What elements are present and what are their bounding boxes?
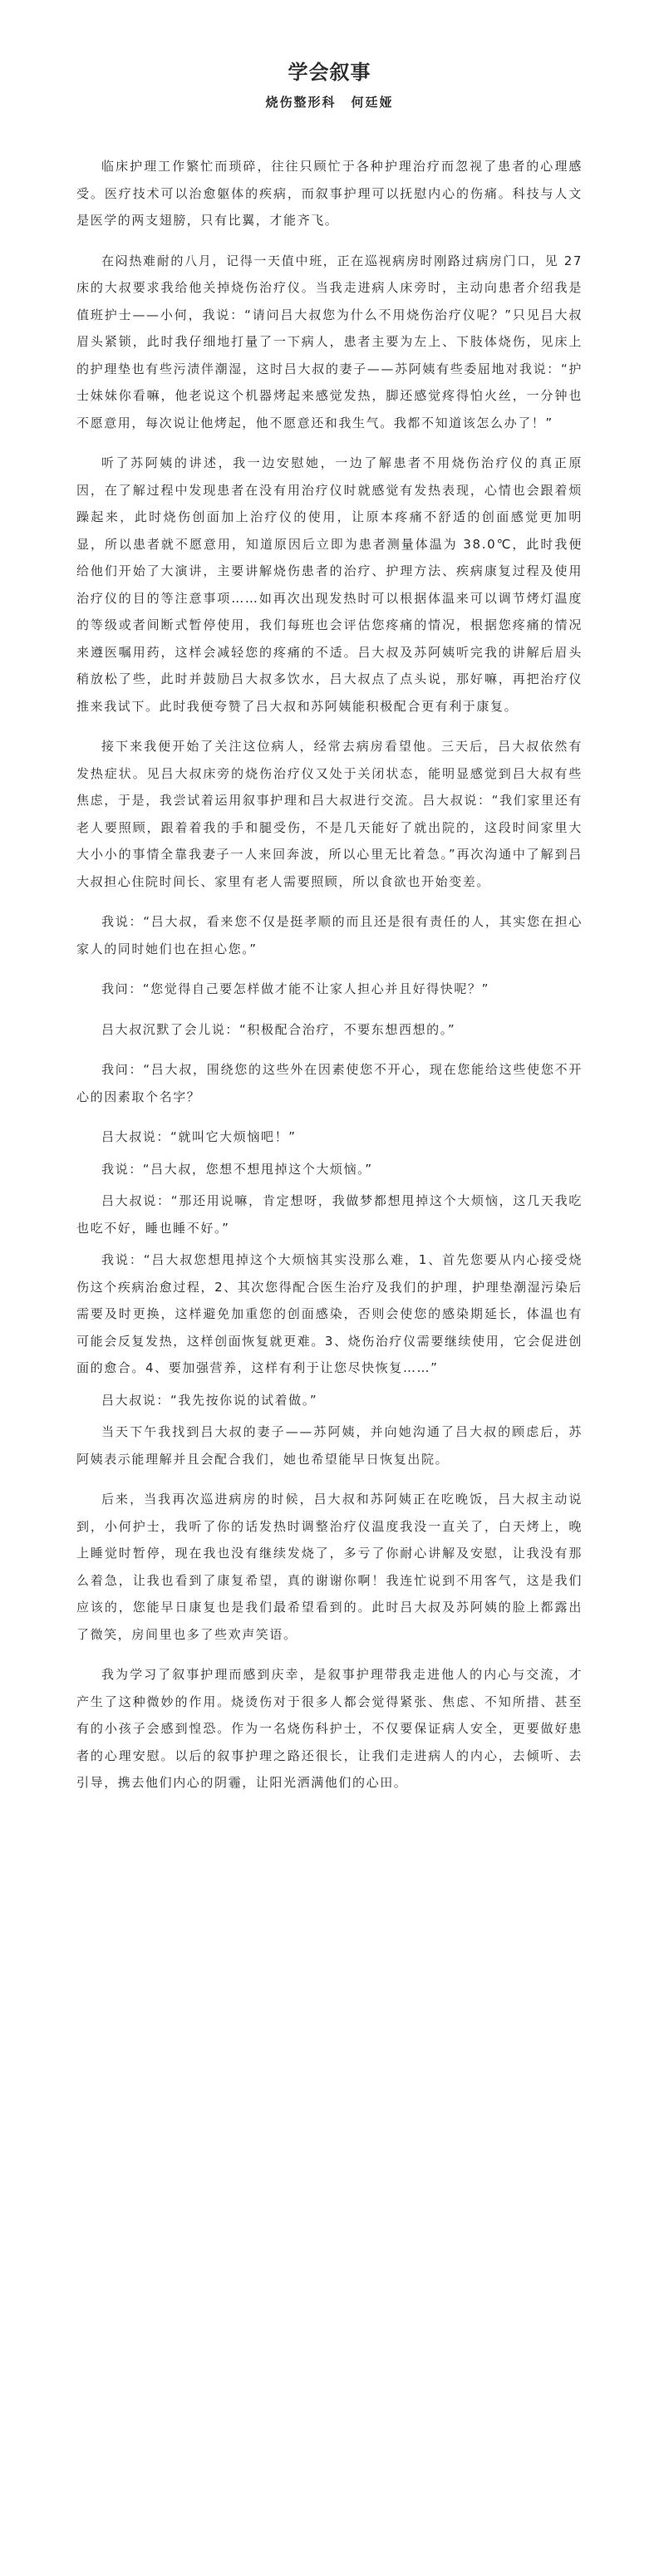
paragraph-family-talk: 当天下午我找到吕大叔的妻子——苏阿姨，并向她沟通了吕大叔的顾虑后，苏阿姨表示能理解并且会配合我们，她也希望能早日恢复出院。: [76, 1424, 583, 1467]
article-body: [76, 153, 583, 1797]
paragraph-story-start: 在闷热难耐的八月，记得一天值中班，正在巡视病房时刚路过病房门口，见 27 床的大叔要求我给他关掉烧伤治疗仪。当我走进病人床旁时，主动向患者介绍我是值班护士——小何，我说：“请问吕大叔您为什么不用烧伤治疗仪呢？”只见吕大叔眉头紧锁，此时我仔细地打量了一下病人，患者主要为左上、下肢体烧伤，见床上的护理垫也有些污渍伴潮湿，这时吕大叔的妻子——苏阿姨有些委屈地对我说：“护士妹妹你看嘛，他老说这个机器烤起来感觉发热，脚还感觉疼得怕火丝，一分钟也不愿意用，每次说让他烤起，他不愿意还和我生气。我都不知道该怎么办了！”: [76, 253, 583, 430]
dialogue-line: 我说：“吕大叔您想甩掉这个大烦恼其实没那么难，1、首先您要从内心接受烧伤这个疾病治愈过程，2、其次您得配合医生治疗及我们的护理，护理垫潮湿污染后需要及时更换，这样避免加重您的创面感染，否则会使您的感染期延长，体温也有可能会反复发热，这样创面恢复就更难。3、烧伤治疗仪需要继续使用，它会促进创面的愈合。4、要加强营养，这样有利于让您尽快恢复……”: [76, 1252, 583, 1375]
dialogue-line: 吕大叔沉默了会儿说：“积极配合治疗，不要东想西想的。”: [101, 1021, 456, 1037]
dialogue-line: 吕大叔说：“我先按你说的试着做。”: [101, 1392, 318, 1408]
paragraph-followup: 接下来我便开始了关注这位病人，经常去病房看望他。三天后，吕大叔依然有发热症状。见吕大叔床旁的烧伤治疗仪又处于关闭状态，能明显感觉到吕大叔有些焦虑，于是，我尝试着运用叙事护理和吕大叔进行交流。吕大叔说：“我们家里还有老人要照顾，跟着着我的手和腿受伤，不是几天能好了就出院的，这段时间家里大大小小的事情全靠我妻子一人来回奔波，所以心里无比着急。”再次沟通中了解到吕大叔担心住院时间长、家里有老人需要照顾，所以食欲也开始变差。: [76, 739, 583, 889]
article-title: 学会叙事: [288, 61, 371, 84]
dialogue-line: 我说：“吕大叔，您想不想甩掉这个大烦恼。”: [101, 1161, 373, 1177]
dialogue-line: 我说：“吕大叔，看来您不仅是挺孝顺的而且还是很有责任的人，其实您在担心家人的同时她们也在担心您。”: [76, 914, 583, 956]
author-department: 烧伤整形科: [265, 95, 337, 110]
paragraph-intro: 临床护理工作繁忙而琐碎，往往只顾忙于各种护理治疗而忽视了患者的心理感受。医疗技术可以治愈躯体的疾病，而叙事护理可以抚慰内心的伤痛。科技与人文是医学的两支翅膀，只有比翼，才能齐飞。: [76, 159, 583, 228]
dialogue-line: 吕大叔说：“那还用说嘛，肯定想呀，我做梦都想甩掉这个大烦恼，这几天我吃也吃不好，睡也睡不好。”: [76, 1193, 583, 1236]
author-name: 何廷娅: [351, 95, 394, 110]
article-byline: [76, 93, 583, 111]
paragraph-explanation: 听了苏阿姨的讲述，我一边安慰她，一边了解患者不用烧伤治疗仪的真正原因，在了解过程中发现患者在没有用治疗仪时就感觉有发热表现，心情也会跟着烦躁起来，此时烧伤创面加上治疗仪的使用，让原本疼痛不舒适的创面感觉更加明显，所以患者就不愿意用，知道原因后立即为患者测量体温为 38.0℃，此时我便给他们开始了大演讲，主要讲解烧伤患者的治疗、护理方法、疾病康复过程及使用治疗仪的目的等注意事项……如再次出现发热时可以根据体温来可以调节烤灯温度的等级或者间断式暂停使用，我们每班也会评估您疼痛的情况，根据您疼痛的情况来遵医嘱用药，这样会减轻您的疼痛的不适。吕大叔及苏阿姨听完我的讲解后眉头稍放松了些，此时并鼓励吕大叔多饮水，吕大叔点了点头说，那好嘛，再把治疗仪推来我试下。此时我便夸赞了吕大叔和苏阿姨能积极配合更有利于康复。: [76, 455, 583, 714]
dialogue-line: 吕大叔说：“就叫它大烦恼吧！”: [101, 1129, 297, 1144]
dialogue-line: 我问：“您觉得自己要怎样做才能不让家人担心并且好得快呢？”: [101, 981, 489, 996]
paragraph-reflection: 我为学习了叙事护理而感到庆幸，是叙事护理带我走进他人的内心与交流，才产生了这种微妙的作用。烧烫伤对于很多人都会觉得紧张、焦虑、不知所措、甚至有的小孩子会感到惶恐。作为一名烧伤科护士，不仅要保证病人安全，更要做好患者的心理安慰。以后的叙事护理之路还很长，让我们走进病人的内心，去倾听、去引导，携去他们内心的阴霾，让阳光洒满他们的心田。: [76, 1667, 583, 1790]
dialogue-line: 我问：“吕大叔，围绕您的这些外在因素使您不开心，现在您能给这些使您不开心的因素取个名字？: [76, 1062, 583, 1104]
paragraph-outcome: 后来，当我再次巡进病房的时候，吕大叔和苏阿姨正在吃晚饭，吕大叔主动说到，小何护士，我听了你的话发热时调整治疗仪温度我没一直关了，白天烤上，晚上睡觉时暂停，现在我也没有继续发烧了，多亏了你耐心讲解及安慰，让我没有那么着急，让我也看到了康复希望，真的谢谢你啊！我连忙说到不用客气，这是我们应该的，您能早日康复也是我们最希望看到的。此时吕大叔及苏阿姨的脸上都露出了微笑，房间里也多了些欢声笑语。: [76, 1492, 583, 1642]
